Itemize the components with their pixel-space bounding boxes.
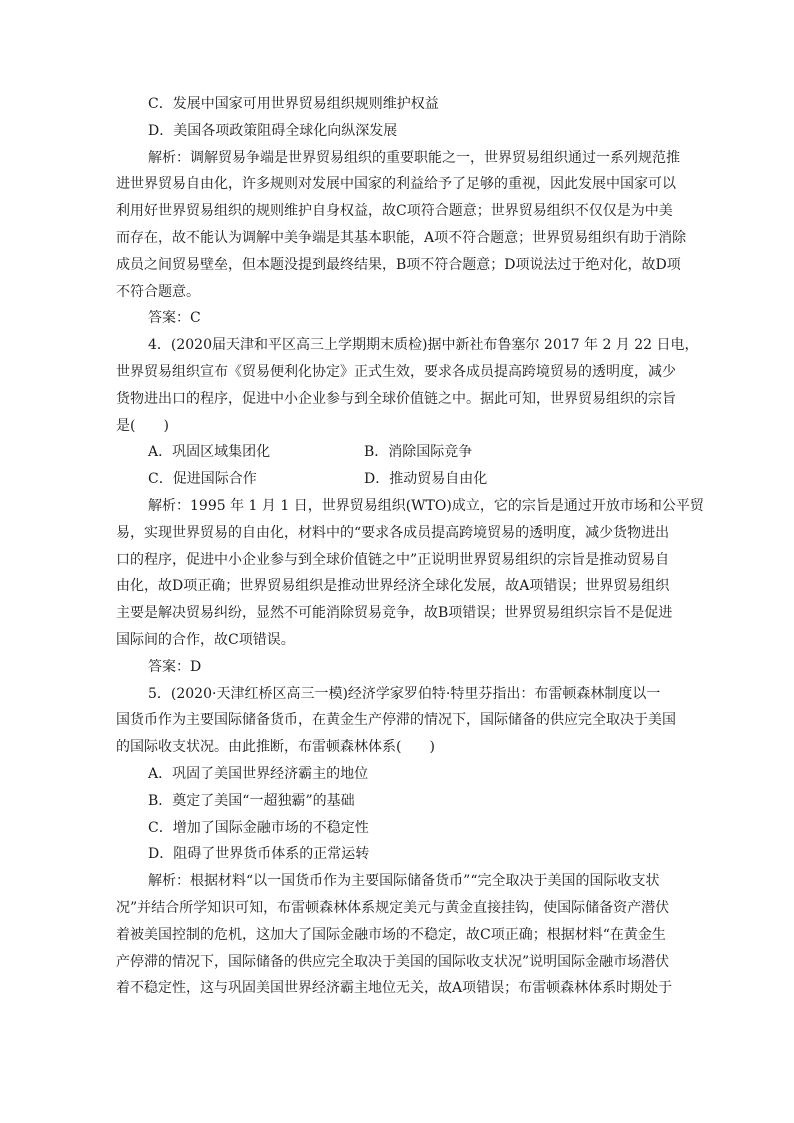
q4-analysis-line: 口的程序，促进中小企业参与到全球价值链之中”正说明世界贸易组织的宗旨是推动贸易自 [116, 551, 670, 568]
q4-answer: 答案：D [148, 658, 202, 675]
q5-analysis-line: 况”并结合所学知识可知，布雷顿森林体系规定美元与黄金直接挂钩，使国际储备资产潜伏 [116, 899, 670, 916]
document-body [116, 91, 704, 1002]
q5-stem-line: 5．(2020·天津红桥区高三一模)经济学家罗伯特·特里芬指出：布雷顿森林制度以一 [148, 685, 661, 702]
q4-stem-line: 4．(2020届天津和平区高三上学期期末质检)据中新社布鲁塞尔 2017 年 2 月 22 日电， [148, 337, 699, 354]
q5-analysis-line: 解析：根据材料“以一国货币作为主要国际储备货币”“完全取决于美国的国际收支状 [148, 873, 660, 890]
q3-analysis-line: 利用好世界贸易组织的规则维护自身权益，故C项符合题意；世界贸易组织不仅仅是为中美 [116, 203, 673, 220]
q3-answer: 答案：C [148, 310, 201, 327]
q4-stem-line: 是( ) [116, 417, 169, 434]
q4-option-b: B．消除国际竞争 [364, 444, 473, 461]
q4-analysis-line: 易，实现世界贸易的自由化，材料中的“要求各成员提高跨境贸易的透明度，减少货物进出 [116, 524, 670, 541]
q5-option-b: B．奠定了美国“一超独霸”的基础 [148, 792, 355, 809]
q4-stem-line: 货物进出口的程序，促进中小企业参与到全球价值链之中。据此可知，世界贸易组织的宗旨 [116, 390, 676, 407]
q5-analysis-line: 产停滞的情况下，国际储备的供应完全取决于美国的国际收支状况”说明国际金融市场潜伏 [116, 953, 670, 970]
q4-analysis-line: 国际间的合作，故C项错误。 [116, 631, 295, 648]
q3-option-d: D．美国各项政策阻碍全球化向纵深发展 [148, 122, 398, 139]
q4-option-d: D．推动贸易自由化 [364, 471, 488, 488]
q4-option-a: A．巩固区域集团化 [148, 444, 271, 461]
q3-analysis-line: 解析：调解贸易争端是世界贸易组织的重要职能之一，世界贸易组织通过一系列规范推 [148, 149, 680, 166]
q4-option-c: C．促进国际合作 [148, 471, 257, 488]
q4-options-row-2 [116, 466, 681, 493]
q4-stem-line: 世界贸易组织宣布《贸易便利化协定》正式生效，要求各成员提高跨境贸易的透明度，减少 [116, 363, 676, 380]
q5-option-c: C．增加了国际金融市场的不稳定性 [148, 819, 369, 836]
q4-options-row-1 [116, 439, 681, 466]
q4-analysis-line: 解析：1995 年 1 月 1 日，世界贸易组织(WTO)成立，它的宗旨是通过开放市场和公平贸 [148, 497, 704, 514]
q5-stem-line: 国货币作为主要国际储备货币，在黄金生产停滞的情况下，国际储备的供应完全取决于美国 [116, 712, 676, 729]
q4-analysis-line: 由化，故D项正确；世界贸易组织是推动世界经济全球化发展，故A项错误；世界贸易组织 [116, 578, 670, 595]
q4-analysis-line: 主要是解决贸易纠纷，显然不可能消除贸易竞争，故B项错误；世界贸易组织宗旨不是促进 [116, 605, 673, 622]
q3-analysis-line: 而存在，故不能认为调解中美争端是其基本职能，A项不符合题意；世界贸易组织有助于消除 [116, 229, 687, 246]
q5-option-d: D．阻碍了世界货币体系的正常运转 [148, 846, 370, 863]
q5-stem-line: 的国际收支状况。由此推断，布雷顿森林体系( ) [116, 739, 435, 756]
q3-analysis-line: 进世界贸易自由化，许多规则对发展中国家的利益给予了足够的重视，因此发展中国家可以 [116, 176, 676, 193]
q5-option-a: A．巩固了美国世界经济霸主的地位 [148, 765, 369, 782]
q3-option-c: C．发展中国家可用世界贸易组织规则维护权益 [148, 96, 439, 112]
q3-analysis-line: 成员之间贸易壁垒，但本题没提到最终结果，B项不符合题意；D项说法过于绝对化，故D项 [116, 256, 681, 273]
q3-analysis-line: 不符合题意。 [116, 283, 200, 300]
q5-analysis-line: 着不稳定性，这与巩固美国世界经济霸主地位无关，故A项错误；布雷顿森林体系时期处于 [116, 980, 673, 997]
q5-analysis-line: 着被美国控制的危机，这加大了国际金融市场的不稳定，故C项正确；根据材料“在黄金生 [116, 926, 666, 943]
